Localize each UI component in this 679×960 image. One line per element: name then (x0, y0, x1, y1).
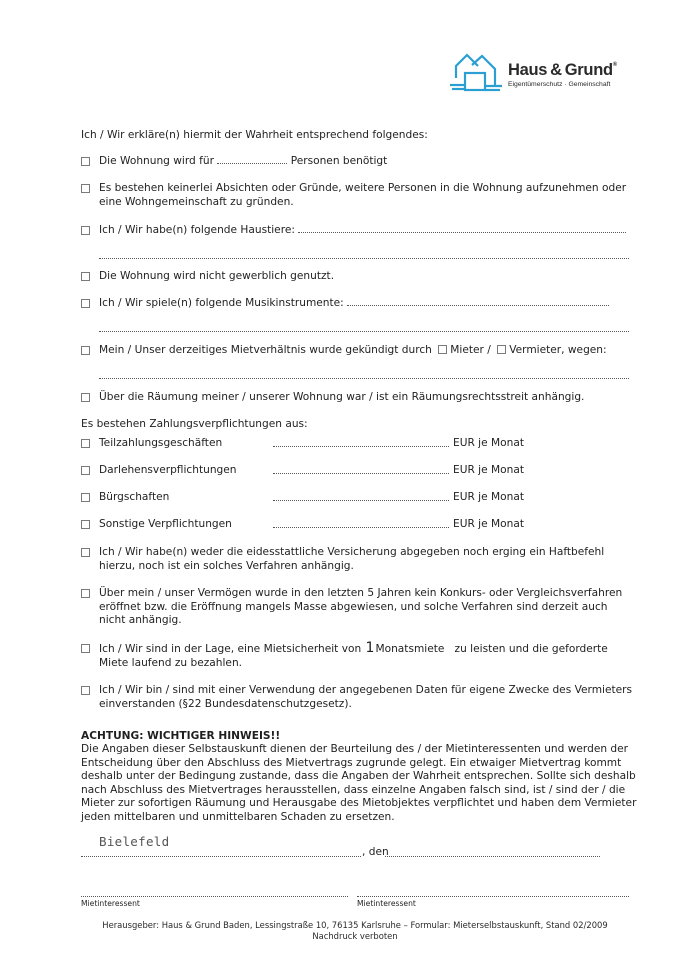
terminated-by-tenant-label: Mieter / (450, 344, 491, 356)
payment-amount-field[interactable] (273, 491, 449, 501)
no-commercial-checkbox[interactable] (81, 272, 90, 281)
termination-reason-field[interactable] (99, 378, 629, 379)
haus-und-grund-logo (448, 50, 638, 96)
registered-mark: ® (612, 62, 617, 68)
affidavit-line1: Ich / Wir habe(n) weder die eidesstattliche Versicherung abgegeben noch erging ein Haftbefehl (99, 546, 605, 558)
footer-publisher: Herausgeber: Haus & Grund Baden, Lessingstraße 10, 76135 Karlsruhe – Formular: Mieterselbstauskunft, Stand 02/2009 (102, 920, 608, 930)
bankruptcy-line1: Über mein / unser Vermögen wurde in den letzten 5 Jahren kein Konkurs- oder Vergleichsverfahren (99, 587, 623, 599)
place-field-value[interactable]: Bielefeld (99, 834, 170, 849)
logo-title-text: Haus & Grund (508, 61, 613, 79)
payment-row (81, 464, 541, 478)
terminated-checkbox[interactable] (81, 346, 90, 355)
pets-field[interactable] (298, 225, 626, 233)
signer-1-label: Mietinteressent (81, 899, 140, 908)
item-instruments (81, 297, 631, 311)
payment-label: Darlehensverpflichtungen (99, 464, 237, 476)
no-more-persons-checkbox[interactable] (81, 184, 90, 193)
item-bankruptcy (81, 587, 631, 629)
instruments-field[interactable] (347, 298, 609, 306)
logo-title (508, 61, 617, 80)
payment-checkbox[interactable] (81, 439, 90, 448)
persons-count-field[interactable] (217, 156, 287, 164)
signature-field-2[interactable] (357, 887, 629, 897)
eviction-checkbox[interactable] (81, 393, 90, 402)
affidavit-checkbox[interactable] (81, 548, 90, 557)
notice-heading: ACHTUNG: WICHTIGER HINWEIS!! (81, 730, 281, 742)
terminated-by-landlord-label: Vermieter, wegen: (509, 344, 607, 356)
deposit-line2: Miete laufend zu bezahlen. (99, 656, 243, 669)
signature-field-1[interactable] (81, 887, 348, 897)
place-field[interactable] (81, 847, 361, 857)
pets-label: Ich / Wir habe(n) folgende Haustiere: (99, 224, 295, 236)
item-pets (81, 224, 631, 238)
payment-checkbox[interactable] (81, 520, 90, 529)
pets-checkbox[interactable] (81, 226, 90, 235)
persons-checkbox[interactable] (81, 157, 90, 166)
notice-line: jeden mittelbaren und unmittelbaren Schaden zu ersetzen. (81, 810, 395, 823)
item-affidavit (81, 546, 631, 574)
logo-subtitle: Eigentümerschutz · Gemeinschaft (508, 81, 611, 88)
payment-unit: EUR je Monat (453, 464, 524, 476)
payment-amount-field[interactable] (273, 437, 449, 447)
payment-label: Sonstige Verpflichtungen (99, 518, 232, 530)
item-terminated (81, 344, 631, 358)
payment-row (81, 491, 541, 505)
date-field[interactable] (385, 847, 600, 857)
payment-checkbox[interactable] (81, 493, 90, 502)
payment-label: Bürgschaften (99, 491, 170, 503)
data-consent-line1: Ich / Wir bin / sind mit einer Verwendung der angegebenen Daten für eigene Zwecke des Vermieters (99, 684, 633, 696)
item-persons (81, 155, 631, 169)
footer-copyright: Nachdruck verboten (312, 931, 398, 941)
notice-line: deshalb unter der Bedingung zustande, dass die Angaben der Wahrheit entsprechen. Sollte sich deshalb (81, 770, 636, 783)
footer (70, 920, 640, 942)
item-deposit (81, 642, 631, 670)
item-data-consent (81, 684, 631, 712)
persons-label-before: Die Wohnung wird für (99, 155, 214, 167)
payment-amount-field[interactable] (273, 518, 449, 528)
terminated-by-landlord-checkbox[interactable] (497, 345, 506, 354)
terminated-label: Mein / Unser derzeitiges Mietverhältnis wurde gekündigt durch (99, 344, 432, 356)
eviction-label: Über die Räumung meiner / unserer Wohnung war / ist ein Räumungsrechtsstreit anhängig. (99, 391, 585, 403)
signer-2-label: Mietinteressent (357, 899, 416, 908)
bankruptcy-checkbox[interactable] (81, 589, 90, 598)
item-no-commercial (81, 270, 631, 284)
item-eviction (81, 391, 631, 405)
intro-text: Ich / Wir erkläre(n) hiermit der Wahrheit entsprechend folgendes: (81, 129, 428, 141)
payments-heading: Es bestehen Zahlungsverpflichtungen aus: (81, 418, 308, 430)
terminated-by-tenant-checkbox[interactable] (438, 345, 447, 354)
payment-label: Teilzahlungsgeschäften (99, 437, 223, 449)
persons-label-after: Personen benötigt (290, 155, 388, 167)
no-more-persons-line1: Es bestehen keinerlei Absichten oder Gründe, weitere Personen in die Wohnung aufzunehmen oder (99, 182, 627, 194)
deposit-unit: Monatsmiete (375, 643, 445, 655)
bankruptcy-line3: nicht anhängig. (99, 614, 182, 626)
notice-line: Entscheidung über den Abschluss des Mietvertrags zugrunde gelegt. Ein etwaiger Mietvertrag kommt (81, 756, 622, 769)
payment-unit: EUR je Monat (453, 437, 524, 449)
notice-line: Die Angaben dieser Selbstauskunft dienen der Beurteilung des / der Mietinteressenten und werden der (81, 743, 629, 755)
deposit-checkbox[interactable] (81, 644, 90, 653)
data-consent-line2: einverstanden (§22 Bundesdatenschutzgesetz). (99, 697, 352, 710)
payment-row (81, 518, 541, 532)
deposit-months-value[interactable]: 1 (365, 640, 375, 656)
affidavit-line2: hierzu, noch ist ein solches Verfahren anhängig. (99, 559, 354, 572)
notice-body (81, 743, 641, 825)
payment-row (81, 437, 541, 451)
item-no-more-persons (81, 182, 631, 210)
notice-line: nach Abschluss des Mietvertrages herausstellen, dass einzelne Angaben falsch sind, ist / sind der / die (81, 783, 626, 796)
instruments-label: Ich / Wir spiele(n) folgende Musikinstrumente: (99, 297, 344, 309)
payment-unit: EUR je Monat (453, 491, 524, 503)
payment-unit: EUR je Monat (453, 518, 524, 530)
bankruptcy-line2: eröffnet bzw. die Eröffnung mangels Masse abgewiesen, und solche Verfahren sind derzeit auch (99, 600, 608, 613)
no-commercial-label: Die Wohnung wird nicht gewerblich genutzt. (99, 270, 335, 282)
date-label: , den (362, 846, 389, 858)
pets-field-line2[interactable] (99, 258, 629, 259)
deposit-label-after: zu leisten und die geforderte (454, 643, 608, 655)
payment-amount-field[interactable] (273, 464, 449, 474)
data-consent-checkbox[interactable] (81, 686, 90, 695)
instruments-checkbox[interactable] (81, 299, 90, 308)
no-more-persons-line2: eine Wohngemeinschaft zu gründen. (99, 195, 294, 208)
instruments-field-line2[interactable] (99, 331, 629, 332)
notice-line: Mieter zur sofortigen Räumung und Herausgabe des Mietobjektes verpflichtet und haben dem Vermieter (81, 797, 637, 810)
house-logo-icon (448, 52, 504, 96)
payment-checkbox[interactable] (81, 466, 90, 475)
deposit-label-before: Ich / Wir sind in der Lage, eine Mietsicherheit von (99, 643, 362, 655)
